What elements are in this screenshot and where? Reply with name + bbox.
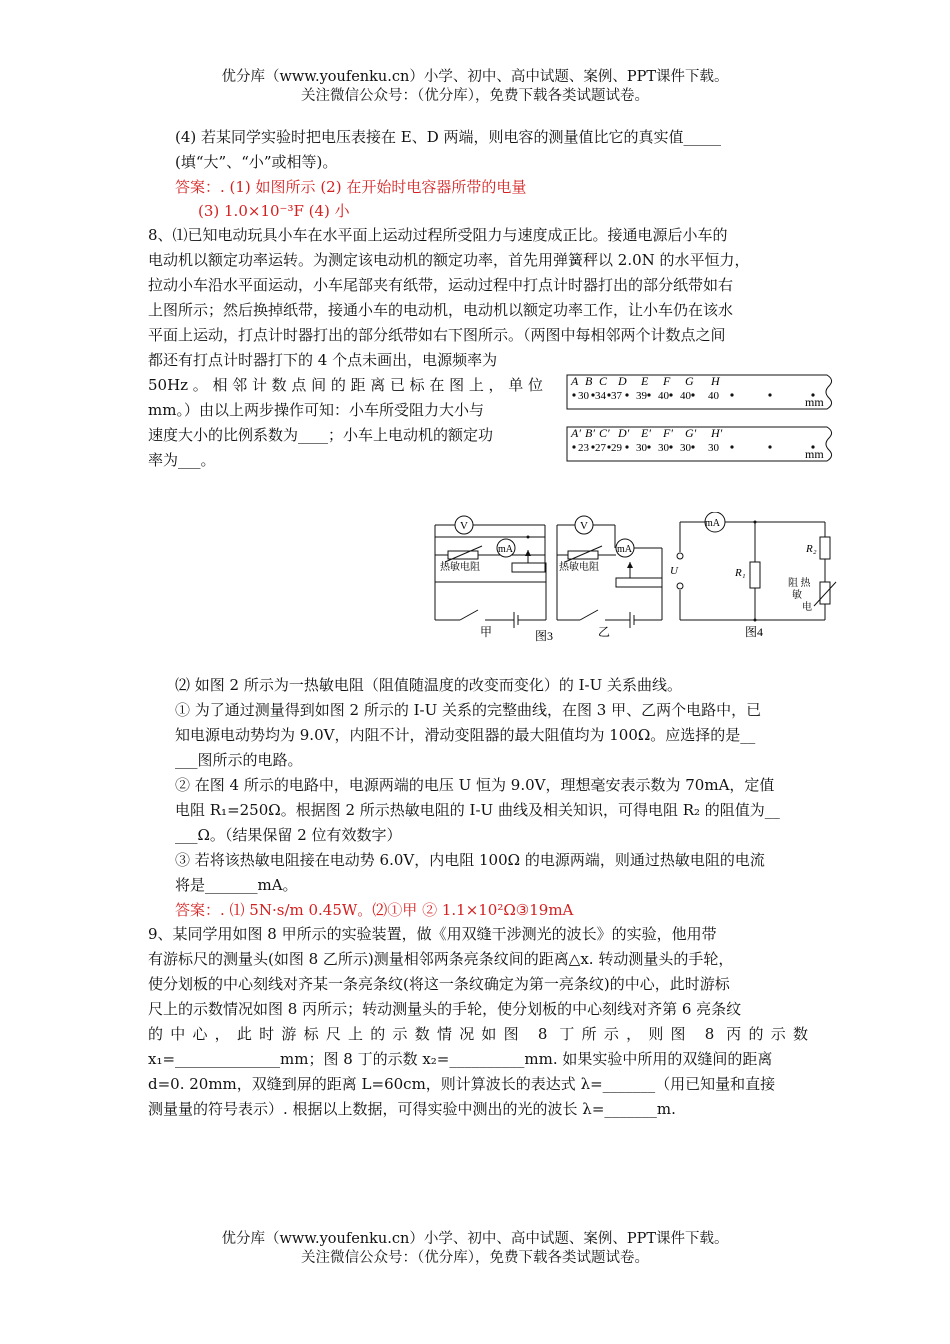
q8-intro-4: 上图所示；然后换掉纸带，接通小车的电动机，电动机以额定功率工作，让小车仍在该水 bbox=[148, 301, 734, 319]
t1-letter-0: A bbox=[571, 374, 579, 388]
t2-letter-3: D′ bbox=[618, 426, 630, 440]
figure4-caption: 图4 bbox=[745, 625, 764, 639]
t1-distance-2: 37 bbox=[611, 390, 622, 402]
thermistor-label-yi: 热敏电阻 bbox=[559, 562, 599, 573]
t2-dot-6 bbox=[691, 445, 694, 448]
t1-dot-8 bbox=[768, 393, 771, 396]
q9-line-6: x₁=______________mm；图 8 丁的示数 x₂=__________mm. 如果实验中所用的双缝间的距离 bbox=[148, 1050, 773, 1068]
milliammeter-jia: mA bbox=[498, 544, 513, 555]
q8-part2-2: ① 为了通过测量得到如图 2 所示的 I-U 关系的完整曲线，在图 3 甲、乙两个电路中，已 bbox=[175, 701, 762, 719]
label-yi: 乙 bbox=[598, 625, 611, 639]
r1-label: R₁ bbox=[735, 567, 746, 579]
q7-answer-line2: (3) 1.0×10⁻³F (4) 小 bbox=[198, 202, 350, 220]
t1-dot-7 bbox=[730, 393, 733, 396]
t2-distance-4: 30 bbox=[658, 442, 669, 454]
thermistor-fig4-3: 电 bbox=[802, 602, 812, 613]
milliammeter-fig4: mA bbox=[705, 518, 720, 529]
t1-letter-5: F bbox=[663, 374, 671, 388]
t2-letter-5: F′ bbox=[663, 426, 673, 440]
q8-answer: 答案：. ⑴ 5N·s/m 0.45W。⑵①甲 ② 1.1×10²Ω③19mA bbox=[175, 901, 574, 919]
q8-part2-7: ___Ω。（结果保留 2 位有效数字） bbox=[175, 826, 402, 844]
q8-part2-9: 将是_______mA。 bbox=[175, 876, 298, 894]
q9-line-1: 9、某同学用如图 8 甲所示的实验装置，做《用双缝干涉测光的波长》的实验，他用带 bbox=[148, 925, 717, 943]
q8-left-4: 速度大小的比例系数为____；小车上电动机的额定功 bbox=[148, 426, 494, 444]
q9-line-7: d=0. 20mm，双缝到屏的距离 L=60cm，则计算波长的表达式 λ=_______（用已知量和直接 bbox=[148, 1075, 776, 1093]
t1-distance-1: 34 bbox=[595, 390, 606, 402]
q7-part4-line1: (4) 若某同学实验时把电压表接在 E、D 两端，则电容的测量值比它的真实值_____ bbox=[175, 128, 722, 146]
t2-dot-0 bbox=[572, 445, 575, 448]
t1-dot-6 bbox=[691, 393, 694, 396]
q9-line-8: 测量量的符号表示）. 根据以上数据，可得实验中测出的光的波长 λ=_______m. bbox=[148, 1100, 676, 1118]
q8-left-5: 率为___。 bbox=[148, 451, 216, 469]
t1-letter-7: H bbox=[711, 374, 720, 388]
t2-letter-7: H′ bbox=[711, 426, 723, 440]
q8-intro-1: 8、⑴已知电动玩具小车在水平面上运动过程所受阻力与速度成正比。接通电源后小车的 bbox=[148, 226, 728, 244]
t1-distance-3: 39 bbox=[636, 390, 647, 402]
voltmeter-yi: V bbox=[580, 520, 588, 532]
tape2-unit: mm bbox=[805, 447, 824, 461]
t1-dot-5 bbox=[669, 393, 672, 396]
t2-distance-1: 27 bbox=[595, 442, 606, 454]
t2-distance-6: 30 bbox=[708, 442, 719, 454]
t1-distance-0: 30 bbox=[578, 390, 589, 402]
q7-part4-line2: (填“大”、“小”或相等)。 bbox=[175, 153, 338, 171]
milliammeter-yi: mA bbox=[617, 544, 632, 555]
t1-dot-0 bbox=[572, 393, 575, 396]
q8-intro-3: 拉动小车沿水平面运动，小车尾部夹有纸带，运动过程中打点计时器打出的部分纸带如右 bbox=[148, 276, 734, 294]
paper-tape-2 bbox=[565, 424, 837, 464]
q8-left-3: mm。）由以上两步操作可知：小车所受阻力大小与 bbox=[148, 401, 484, 419]
q8-left-2: 50Hz。相邻计数点间的距离已标在图上，单位 bbox=[148, 376, 543, 394]
thermistor-fig4-1: 阻 热 bbox=[788, 578, 811, 589]
footer-line-2: 关注微信公众号：（优分库），免费下载各类试题试卷。 bbox=[301, 1250, 649, 1266]
q7-answer-line1: 答案：. (1) 如图所示 (2) 在开始时电容器所带的电量 bbox=[175, 178, 527, 196]
t2-distance-3: 30 bbox=[636, 442, 647, 454]
t1-letter-4: E bbox=[641, 374, 649, 388]
q9-line-2: 有游标尺的测量头(如图 8 乙所示)测量相邻两条亮条纹间的距离△x. 转动测量头的手轮， bbox=[148, 950, 734, 968]
header-line-2: 关注微信公众号：（优分库），免费下载各类试题试卷。 bbox=[301, 88, 649, 104]
label-jia: 甲 bbox=[480, 625, 493, 639]
q9-line-3: 使分划板的中心刻线对齐某一条亮条纹(将这一条纹确定为第一亮条纹)的中心，此时游标 bbox=[148, 975, 730, 993]
q9-line-5: 的中心，此时游标尺上的示数情况如图 8 丁所示，则图 8 丙的示数 bbox=[148, 1025, 808, 1043]
t2-dot-8 bbox=[768, 445, 771, 448]
q9-line-4: 尺上的示数情况如图 8 丙所示；转动测量头的手轮，使分划板的中心刻线对齐第 6 亮条纹 bbox=[148, 1000, 742, 1018]
t1-distance-5: 40 bbox=[680, 390, 691, 402]
t1-letter-1: B bbox=[585, 374, 593, 388]
q8-left-1: 都还有打点计时器打下的 4 个点未画出，电源频率为 bbox=[148, 351, 498, 369]
q8-part2-1: ⑵ 如图 2 所示为一热敏电阻（阻值随温度的改变而变化）的 I-U 关系曲线。 bbox=[175, 676, 683, 694]
t2-letter-2: C′ bbox=[599, 426, 610, 440]
figure3-caption: 图3 bbox=[535, 629, 554, 643]
t2-distance-2: 29 bbox=[611, 442, 622, 454]
q8-part2-8: ③ 若将该热敏电阻接在电动势 6.0V，内电阻 100Ω 的电源两端，则通过热敏电阻的电流 bbox=[175, 851, 765, 869]
circuit-figures bbox=[430, 512, 840, 647]
t1-letter-2: C bbox=[599, 374, 608, 388]
t1-letter-6: G bbox=[685, 374, 694, 388]
t2-distance-0: 23 bbox=[578, 442, 589, 454]
q8-part2-4: ___图所示的电路。 bbox=[175, 751, 303, 769]
t2-dot-7 bbox=[730, 445, 733, 448]
t1-distance-4: 40 bbox=[658, 390, 669, 402]
thermistor-label-jia: 热敏电阻 bbox=[440, 562, 480, 573]
footer-line-1: 优分库（www.youfenku.cn）小学、初中、高中试题、案例、PPT课件下载。 bbox=[221, 1231, 729, 1247]
t2-letter-0: A′ bbox=[571, 426, 581, 440]
t2-letter-1: B′ bbox=[585, 426, 595, 440]
q8-intro-5: 平面上运动，打点计时器打出的部分纸带如右下图所示。（两图中每相邻两个计数点之间 bbox=[148, 326, 726, 344]
t2-dot-4 bbox=[647, 445, 650, 448]
thermistor-fig4-2: 敏 bbox=[792, 590, 802, 601]
t2-letter-4: E′ bbox=[641, 426, 651, 440]
t2-letter-6: G′ bbox=[685, 426, 697, 440]
r2-label: R₂ bbox=[806, 543, 817, 555]
t1-dot-3 bbox=[625, 393, 628, 396]
q8-part2-6: 电阻 R₁=250Ω。根据图 2 所示热敏电阻的 I-U 曲线及相关知识，可得电阻 R₂ 的阻值为__ bbox=[175, 801, 780, 819]
paper-tape-1 bbox=[565, 372, 837, 412]
voltmeter-jia: V bbox=[460, 520, 468, 532]
t2-dot-3 bbox=[625, 445, 628, 448]
t2-distance-5: 30 bbox=[680, 442, 691, 454]
header-line-1: 优分库（www.youfenku.cn）小学、初中、高中试题、案例、PPT课件下载。 bbox=[221, 69, 729, 85]
t1-dot-4 bbox=[647, 393, 650, 396]
t1-letter-3: D bbox=[618, 374, 627, 388]
q8-part2-3: 知电源电动势均为 9.0V，内阻不计，滑动变阻器的最大阻值均为 100Ω。应选择的是__ bbox=[175, 726, 756, 744]
q8-intro-2: 电动机以额定功率运转。为测定该电动机的额定功率，首先用弹簧秤以 2.0N 的水平恒力， bbox=[148, 251, 750, 269]
t2-dot-5 bbox=[669, 445, 672, 448]
u-label: U bbox=[670, 565, 678, 577]
tape1-unit: mm bbox=[805, 395, 824, 409]
t1-distance-6: 40 bbox=[708, 390, 719, 402]
q8-part2-5: ② 在图 4 所示的电路中，电源两端的电压 U 恒为 9.0V，理想毫安表示数为 70mA，定值 bbox=[175, 776, 775, 794]
